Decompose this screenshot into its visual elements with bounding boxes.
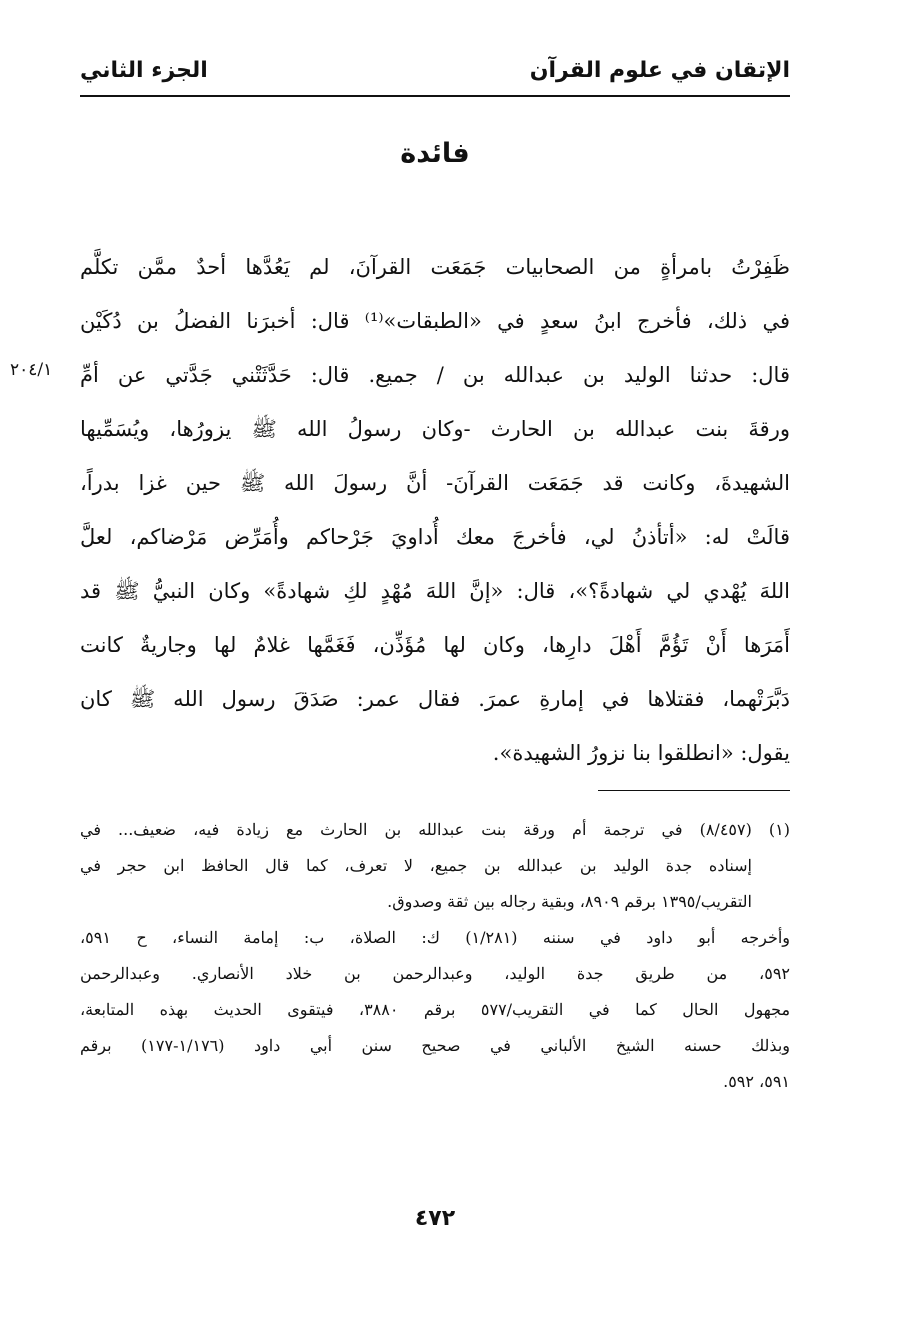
- body-line: اللهَ يُهْدي لي شهادةً؟»، قال: «إنَّ اللهَ مُهْدٍ لكِ شهادةً» وكان النبيُّ ﷺ قد: [80, 579, 790, 603]
- body-line: ورقةَ بنت عبدالله بن الحارث -وكان رسولُ الله ﷺ يزورُها، ويُسَمِّيها: [80, 417, 790, 441]
- body-line: ظَفِرْتُ بامرأةٍ من الصحابيات جَمَعَت القرآنَ، لم يَعُدَّها أحدٌ ممَّن تكلَّم: [80, 255, 790, 279]
- header-rule: [80, 95, 790, 97]
- section-heading: فائدة: [400, 138, 470, 169]
- footnote-line: ٥٩١، ٥٩٢.: [723, 1072, 790, 1091]
- body-line: أَمَرَها أَنْ تَؤُمَّ أَهْلَ دارِها، وكان لها مُؤَذِّن، فَغَمَّها غلامٌ لها وجاريةٌ كانت: [80, 633, 790, 657]
- footnote-line: (١) (٨/٤٥٧) في ترجمة أم ورقة بنت عبدالله بن الحارث مع زيادة فيه، ضعيف... في: [80, 820, 790, 839]
- footnote-line: التقريب/١٣٩٥ برقم ٨٩٠٩، وبقية رجاله بين ثقة وصدوق.: [387, 892, 752, 911]
- footnote-line: وبذلك حسنه الشيخ الألباني في صحيح سنن أبي داود (١/١٧٦-١٧٧) برقم: [80, 1036, 790, 1055]
- margin-reference: ٢٠٤/١: [10, 360, 53, 380]
- part-title: الجزء الثاني: [80, 58, 208, 83]
- footnote-line: ٥٩٢، من طريق جدة الوليد، وعبدالرحمن بن خلاد الأنصاري. وعبدالرحمن: [80, 964, 790, 983]
- footnote-line: إسناده جدة الوليد بن عبدالله بن جميع، لا تعرف، كما قال الحافظ ابن حجر في: [80, 856, 752, 875]
- footnote-line: مجهول الحال كما في التقريب/٥٧٧ برقم ٣٨٨٠، فيتقوى الحديث بهذه المتابعة،: [80, 1000, 790, 1019]
- body-line: في ذلك، فأخرج ابنُ سعدٍ في «الطبقات»⁽¹⁾ قال: أخبرَنا الفضلُ بن دُكَيْن: [80, 309, 790, 333]
- body-line: دَبَّرَتْهما، فقتلاها في إمارةِ عمرَ. فقال عمر: صَدَقَ رسول الله ﷺ كان: [80, 687, 790, 711]
- body-text: [80, 240, 790, 780]
- book-title: الإتقان في علوم القرآن: [529, 58, 790, 83]
- page-number: ٤٧٢: [414, 1206, 456, 1231]
- body-line: قالَتْ له: «أتأذنُ لي، فأخرجَ معك أُداويَ جَرْحاكم وأُمَرِّض مَرْضاكم، لعلَّ: [80, 525, 790, 549]
- footnote-line: وأخرجه أبو داود في سننه (١/٢٨١) ك: الصلاة، ب: إمامة النساء، ح ٥٩١،: [80, 928, 790, 947]
- body-line: الشهيدةَ، وكانت قد جَمَعَت القرآنَ- أنَّ رسولَ الله ﷺ حين غزا بدراً،: [80, 471, 790, 495]
- footnotes: [80, 812, 790, 1100]
- running-header: [80, 58, 790, 98]
- body-line: قال: حدثنا الوليد بن عبدالله بن / جميع. قال: حَدَّثَتْني جَدَّتي عن أمِّ: [80, 363, 790, 387]
- footnote-separator: [598, 790, 790, 791]
- body-line: يقول: «انطلقوا بنا نزورُ الشهيدة».: [492, 741, 790, 765]
